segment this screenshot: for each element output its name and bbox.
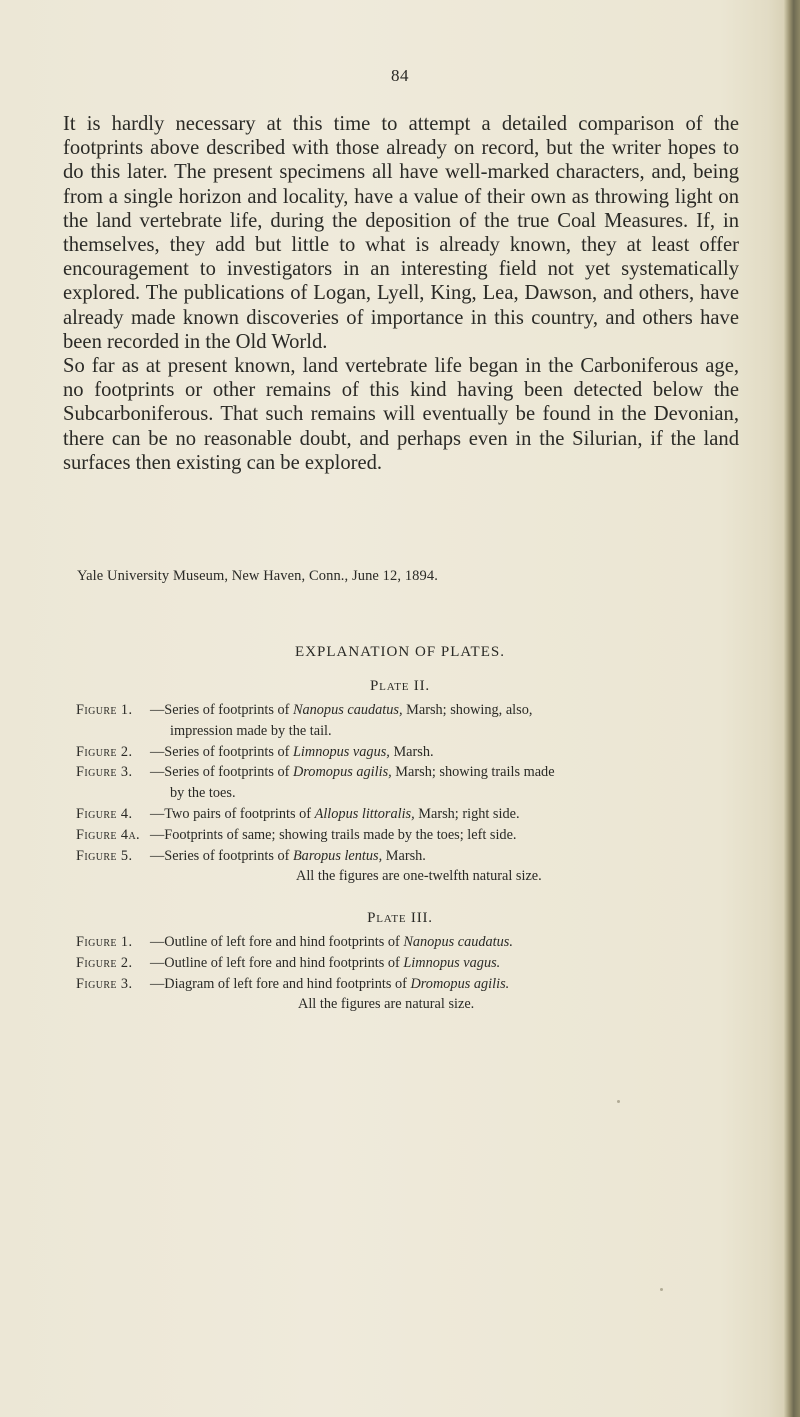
signature-line: Yale University Museum, New Haven, Conn., June 12, 1894. xyxy=(77,568,438,584)
figure-entry xyxy=(76,762,740,804)
plate-note: All the figures are one-twelfth natural size. xyxy=(296,868,542,885)
figure-label: Figure 3. xyxy=(76,975,133,992)
paper-speck xyxy=(617,1100,620,1103)
figure-label: Figure 5. xyxy=(76,847,133,864)
species-name: Limnopus vagus. xyxy=(403,954,501,971)
figure-caption: —Series of footprints of Dromopus agilis, Marsh; showing trails made by the toes. xyxy=(150,764,555,802)
figure-label: Figure 4a. xyxy=(76,826,141,843)
species-name: Dromopus agilis, xyxy=(292,764,392,781)
figure-label: Figure 2. xyxy=(76,743,133,760)
figure-entry xyxy=(76,804,740,825)
plate-title: Plate II. xyxy=(370,678,430,694)
figure-label: Figure 2. xyxy=(76,954,133,971)
figure-caption: —Series of footprints of Limnopus vagus, Marsh. xyxy=(150,743,434,760)
figure-entry xyxy=(76,974,740,995)
species-name: Nanopus caudatus, xyxy=(292,702,403,718)
plate-note: All the figures are natural size. xyxy=(298,996,475,1013)
species-name: Nanopus caudatus. xyxy=(403,934,513,950)
figure-label: Figure 1. xyxy=(76,702,133,718)
page-number: 84 xyxy=(391,66,409,85)
figure-entry xyxy=(76,825,740,846)
plate-3-figure-list xyxy=(76,932,740,1015)
figure-caption: —Outline of left fore and hind footprints of Limnopus vagus. xyxy=(150,954,501,971)
figure-label: Figure 3. xyxy=(76,764,133,781)
figure-label: Figure 4. xyxy=(76,805,133,822)
species-name: Baropus lentus, xyxy=(292,847,383,864)
species-name: Allopus littoralis, xyxy=(314,805,415,822)
figure-entry xyxy=(76,953,740,974)
paragraph-1: It is hardly necessary at this time to attempt a detailed comparison of the footprints above described with those already on record, but the writer hopes to do this later. The present specimens all have well-marked characters, and, being from a single horizon and locality, have a value of their own as throwing light on the land vertebrate life, during the deposition of the true Coal Measures. If, in themselves, they add but little to what is already known, they at least offer encouragement to investigators in an interesting field not yet systematically explored. The publications of Logan, Lyell, King, Lea, Dawson, and others, have already made known discoveries of importance in this country, and others have been recorded in the Old World. xyxy=(63,113,739,353)
explanation-heading: EXPLANATION OF PLATES. xyxy=(295,644,505,660)
figure-entry xyxy=(76,700,740,742)
figure-caption: —Series of footprints of Nanopus caudatus, Marsh; showing, also, impression made by the tail. xyxy=(150,702,533,739)
species-name: Limnopus vagus, xyxy=(292,743,390,760)
plate-2-figure-list xyxy=(76,700,740,887)
species-name: Dromopus agilis. xyxy=(410,975,510,992)
figure-entry xyxy=(76,742,740,763)
plate-title: Plate III. xyxy=(367,910,433,926)
figure-entry xyxy=(76,932,740,953)
figure-caption: —Outline of left fore and hind footprints of Nanopus caudatus. xyxy=(150,934,513,950)
paper-speck xyxy=(660,1288,663,1291)
figure-caption: —Series of footprints of Baropus lentus, Marsh. xyxy=(150,847,426,864)
figure-caption: —Footprints of same; showing trails made by the toes; left side. xyxy=(150,826,517,843)
body-text xyxy=(63,112,739,475)
figure-entry xyxy=(76,846,740,867)
figure-caption: —Diagram of left fore and hind footprints of Dromopus agilis. xyxy=(150,975,510,992)
page-edge-shadow xyxy=(784,0,800,1417)
figure-caption: —Two pairs of footprints of Allopus littoralis, Marsh; right side. xyxy=(150,805,520,822)
figure-label: Figure 1. xyxy=(76,934,133,950)
paragraph-2: So far as at present known, land vertebrate life began in the Carboniferous age, no footprints or other remains of this kind having been detected below the Subcarboniferous. That such remains will eventually be found in the Devonian, there can be no reasonable doubt, and perhaps even in the Silurian, if the land surfaces then existing can be explored. xyxy=(63,355,739,474)
